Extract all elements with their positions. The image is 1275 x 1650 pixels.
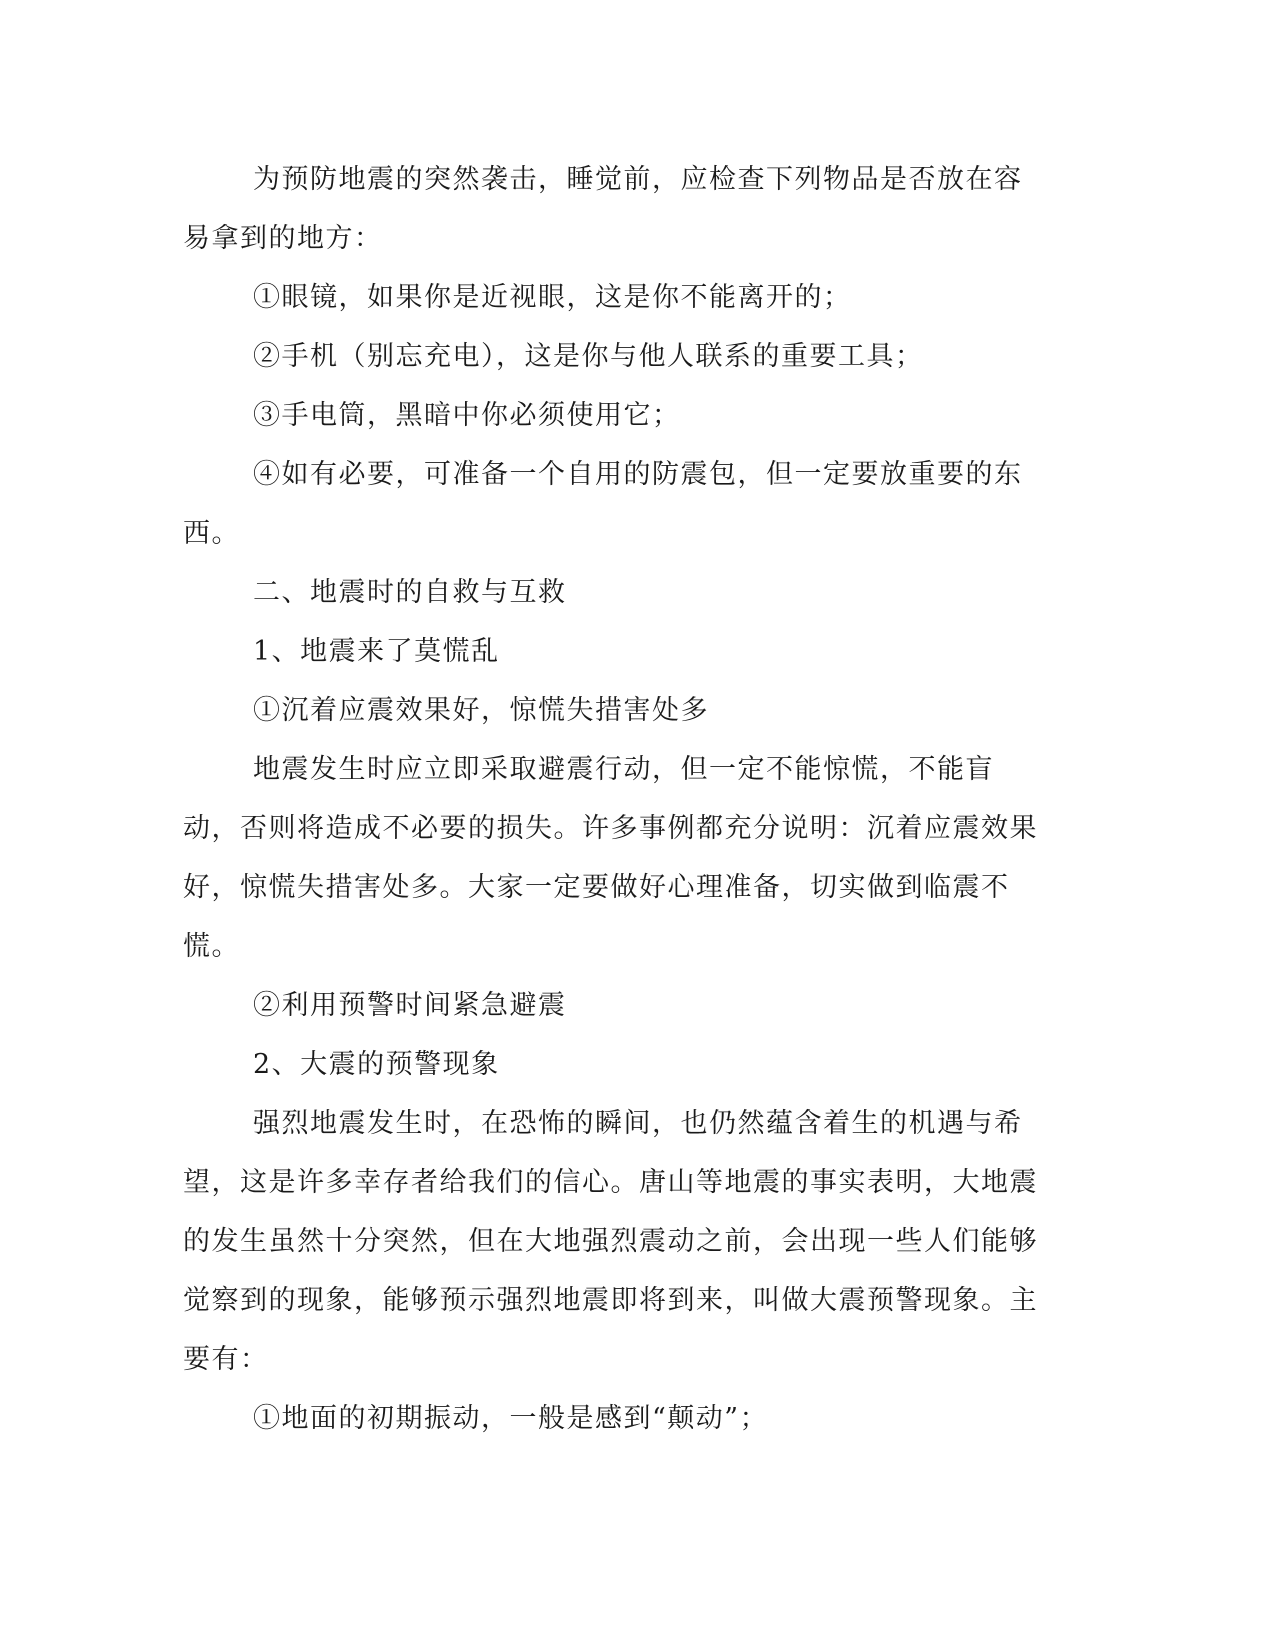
- paragraph-warning-signs-body: 强烈地震发生时，在恐怖的瞬间，也仍然蕴含着生的机遇与希望，这是许多幸存者给我们的信心。唐山等地震的事实表明，大地震的发生虽然十分突然，但在大地强烈震动之前，会出现一些人们能够觉察到的现象，能够预示强烈地震即将到来，叫做大震预警现象。主要有：: [183, 1108, 1038, 1375]
- paragraph-stay-calm-body: 地震发生时应立即采取避震行动，但一定不能惊慌，不能盲动，否则将造成不必要的损失。许多事例都充分说明：沉着应震效果好，惊慌失措害处多。大家一定要做好心理准备，切实做到临震不慌。: [183, 754, 1038, 962]
- document-body: [183, 150, 1043, 1448]
- paragraph-intro: 为预防地震的突然袭击，睡觉前，应检查下列物品是否放在容易拿到的地方：: [183, 164, 1023, 254]
- list-item-initial-vibration: ①地面的初期振动，一般是感到“颠动”；: [253, 1403, 769, 1434]
- subheading-warning-signs: 2、大震的预警现象: [253, 1049, 500, 1080]
- list-item-flashlight: ③手电筒，黑暗中你必须使用它；: [253, 400, 681, 431]
- subheading-dont-panic: 1、地震来了莫慌乱: [253, 636, 500, 667]
- list-item-glasses: ①眼镜，如果你是近视眼，这是你不能离开的；: [253, 282, 852, 313]
- list-item-emergency-bag: ④如有必要，可准备一个自用的防震包，但一定要放重要的东西。: [183, 459, 1023, 549]
- list-item-stay-calm: ①沉着应震效果好，惊慌失措害处多: [253, 695, 709, 726]
- list-item-phone: ②手机（别忘充电），这是你与他人联系的重要工具；: [253, 341, 924, 372]
- section-heading-self-rescue: 二、地震时的自救与互救: [253, 577, 567, 608]
- list-item-warning-time: ②利用预警时间紧急避震: [253, 990, 567, 1021]
